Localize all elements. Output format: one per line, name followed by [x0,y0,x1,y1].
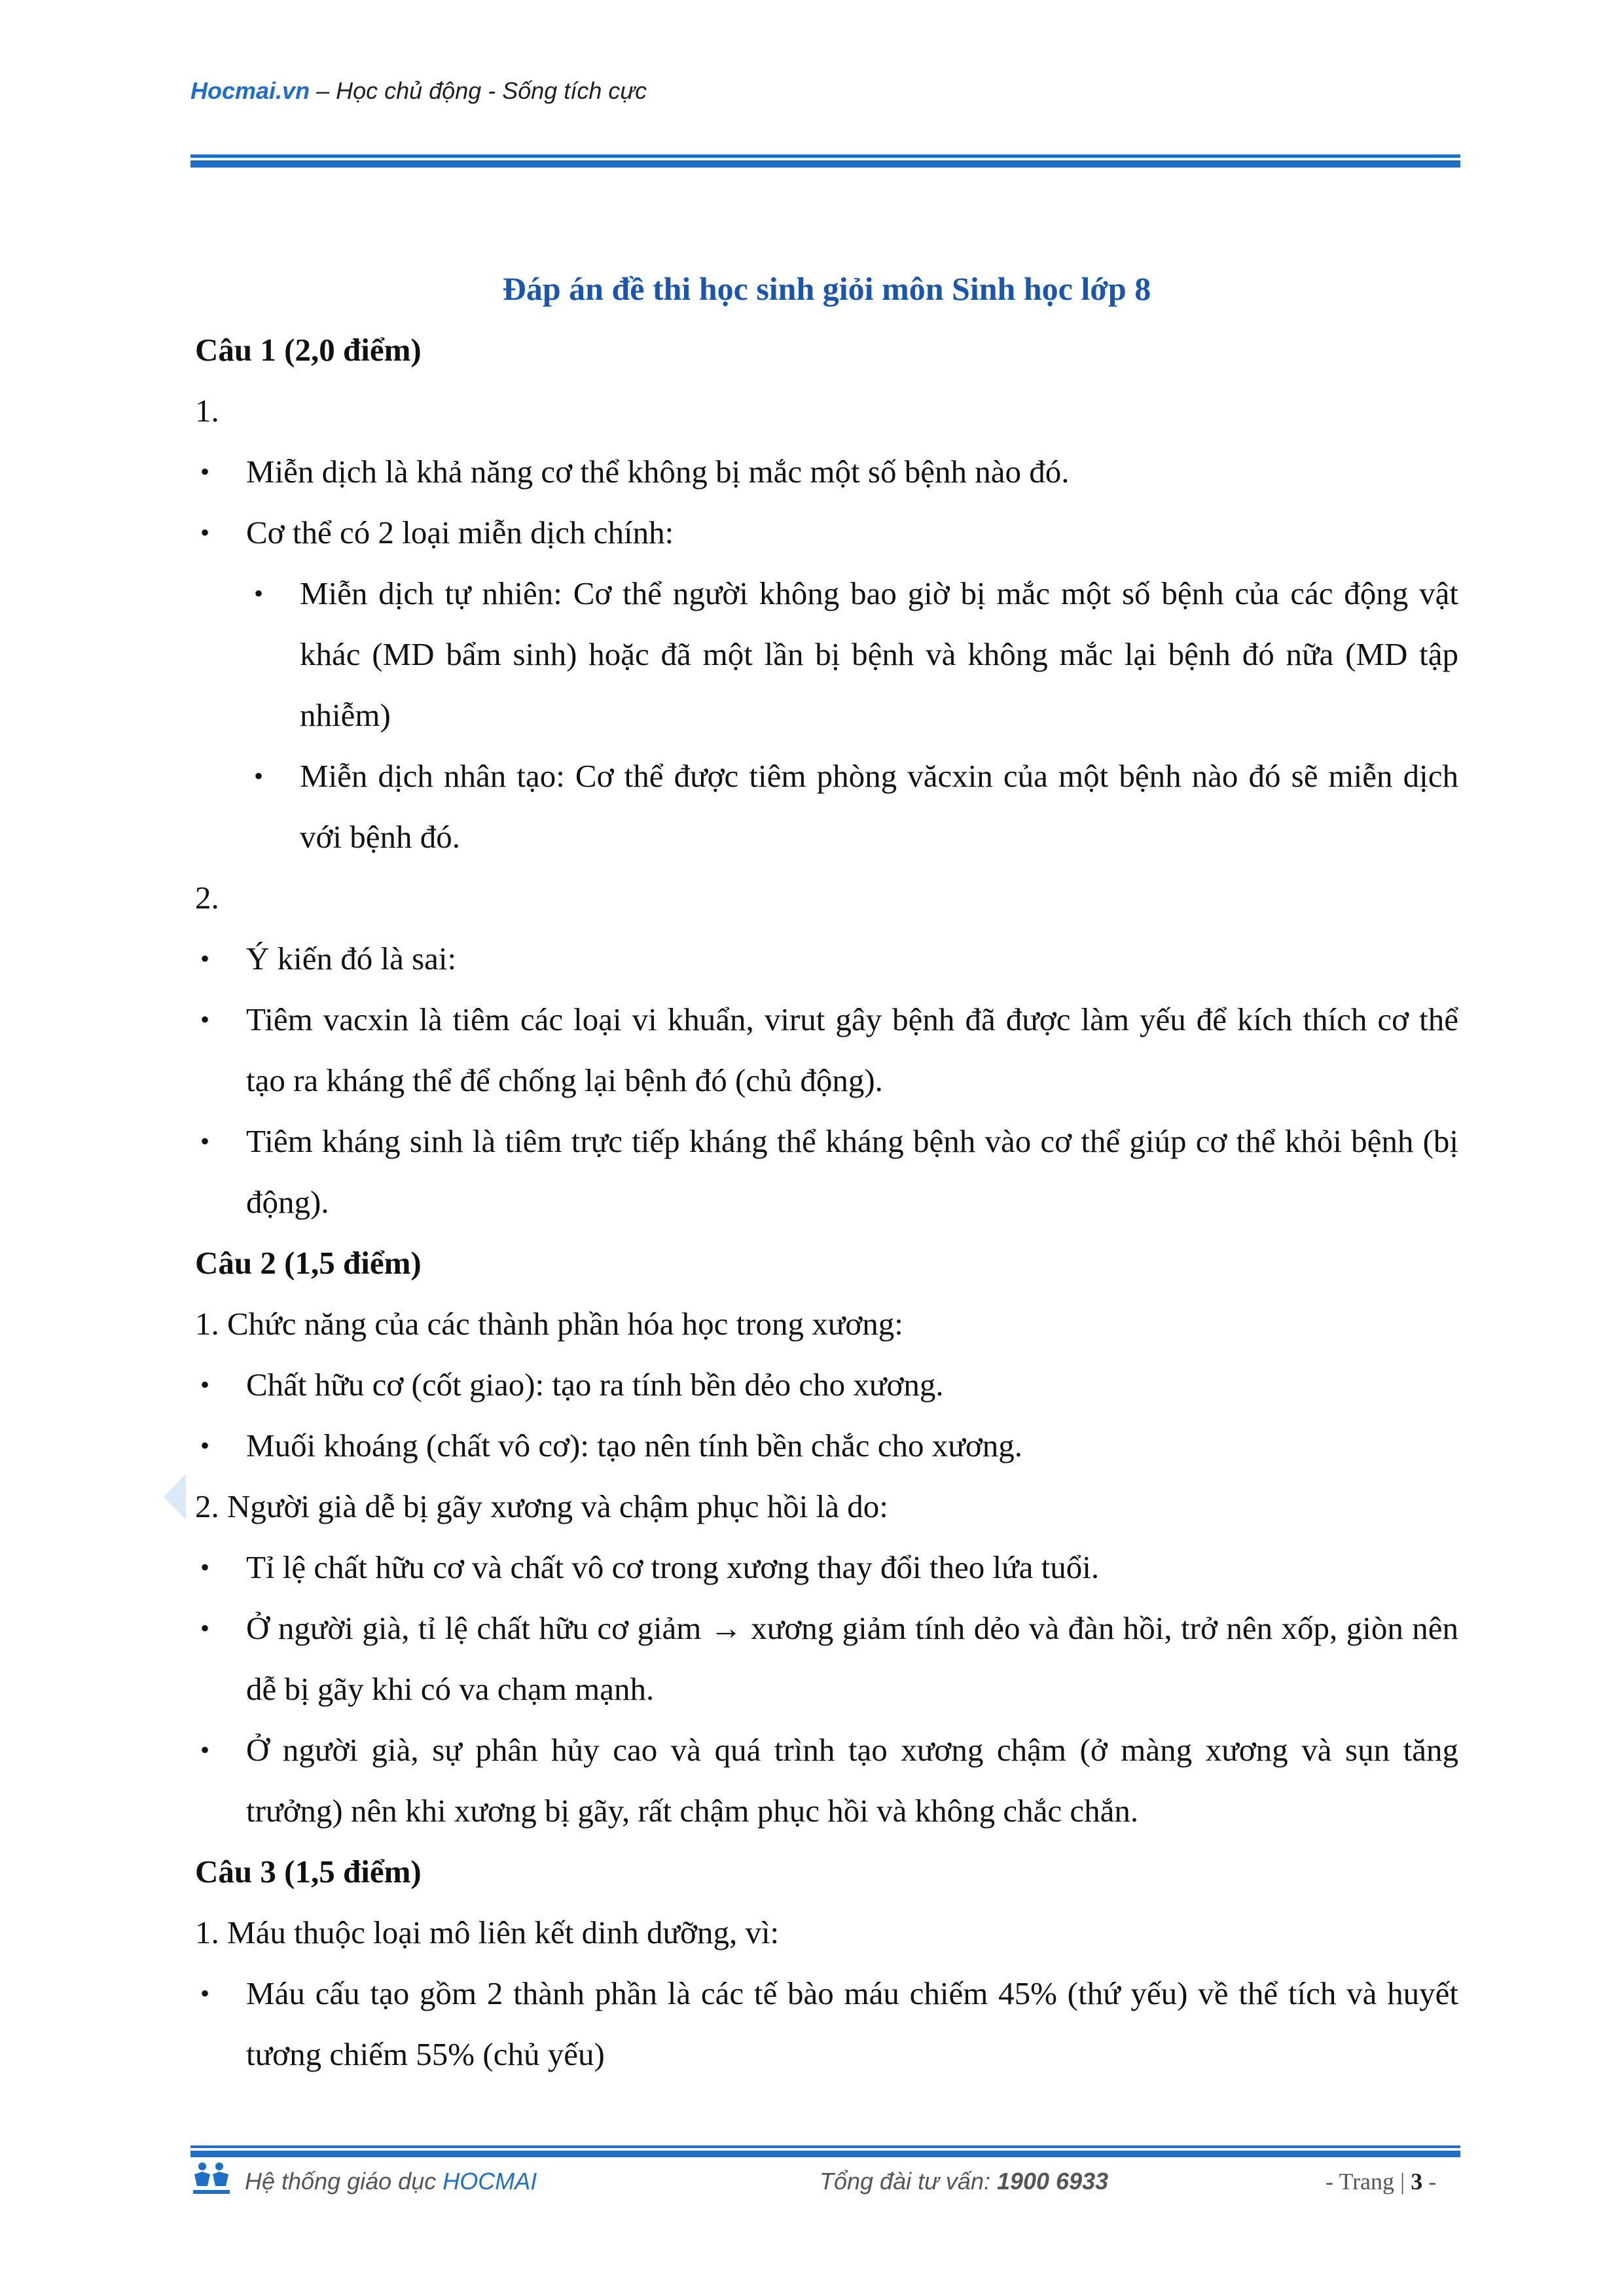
question-1-part-1-label: 1. [195,393,219,429]
side-marker-icon [164,1474,186,1520]
footer-hotline: Tổng đài tư vấn: 1900 6933 [820,2168,1109,2195]
question-2-heading: Câu 2 (1,5 điểm) [195,1245,422,1281]
footer-rule [190,2145,1460,2157]
list-item: • Ở người già, sự phân hủy cao và quá trình tạo xương chậm (ở màng xương và sụn tăng trưởng) nên khi xương bị gãy, rất chậm phục hồi và không chắc chắn. [195,1719,1458,1841]
list-item: • Muối khoáng (chất vô cơ): tạo nên tính bền chắc cho xương. [195,1415,1458,1476]
list-item: • Ở người già, tỉ lệ chất hữu cơ giảm → xương giảm tính dẻo và đàn hồi, trở nên xốp, giòn nên dễ bị gãy khi có va chạm mạnh. [195,1598,1458,1719]
sub-list-item: • Miễn dịch tự nhiên: Cơ thể người không bao giờ bị mắc một số bệnh của các động vật khác (MD bẩm sinh) hoặc đã một lần bị bệnh và không mắc lại bệnh đó nữa (MD tập nhiễm) [195,563,1458,745]
question-2-part-1: 1. Chức năng của các thành phần hóa học trong xương: [195,1306,903,1342]
sub-list-item: • Miễn dịch nhân tạo: Cơ thể được tiêm phòng văcxin của một bệnh nào đó sẽ miễn dịch với bệnh đó. [195,745,1458,867]
list-item: • Tiêm vacxin là tiêm các loại vi khuẩn, virut gây bệnh đã được làm yếu để kích thích cơ thể tạo ra kháng thể để chống lại bệnh đó (chủ động). [195,989,1458,1111]
header-slogan: – Học chủ động - Sống tích cực [310,77,647,104]
document-body [195,259,1458,2085]
list-item: • Ý kiến đó là sai: [195,928,1458,989]
list-item: • Máu cấu tạo gồm 2 thành phần là các tế bào máu chiếm 45% (thứ yếu) về thể tích và huyết tương chiếm 55% (chủ yếu) [195,1963,1458,2085]
question-1-part-2-label: 2. [195,880,219,916]
footer-brand: HOCMAI [442,2168,537,2195]
question-2-part-2: 2. Người già dễ bị gãy xương và chậm phục hồi là do: [195,1488,888,1524]
question-3-heading: Câu 3 (1,5 điểm) [195,1854,422,1890]
header-rule [190,154,1460,168]
hocmai-logo-icon [190,2160,232,2198]
question-3-part-1: 1. Máu thuộc loại mô liên kết dinh dưỡng, vì: [195,1914,780,1950]
footer-organization: Hệ thống giáo dục HOCMAI [245,2168,537,2195]
hotline-number: 1900 6933 [996,2168,1109,2195]
list-item: • Tiêm kháng sinh là tiêm trực tiếp kháng thể kháng bệnh vào cơ thể giúp cơ thể khỏi bệnh (bị động). [195,1111,1458,1232]
list-item: • Tỉ lệ chất hữu cơ và chất vô cơ trong xương thay đổi theo lứa tuổi. [195,1537,1458,1598]
list-item: • Miễn dịch là khả năng cơ thể không bị mắc một số bệnh nào đó. [195,441,1458,502]
document-title: Đáp án đề thi học sinh giỏi môn Sinh học lớp 8 [502,270,1151,307]
page-number: - Trang | 3 - [1326,2168,1437,2195]
page-header [190,77,647,105]
question-1-heading: Câu 1 (2,0 điểm) [195,332,422,368]
list-item: • Cơ thể có 2 loại miễn dịch chính: [195,502,1458,563]
list-item: • Chất hữu cơ (cốt giao): tạo ra tính bền dẻo cho xương. [195,1354,1458,1415]
header-brand[interactable]: Hocmai.vn [190,77,310,104]
